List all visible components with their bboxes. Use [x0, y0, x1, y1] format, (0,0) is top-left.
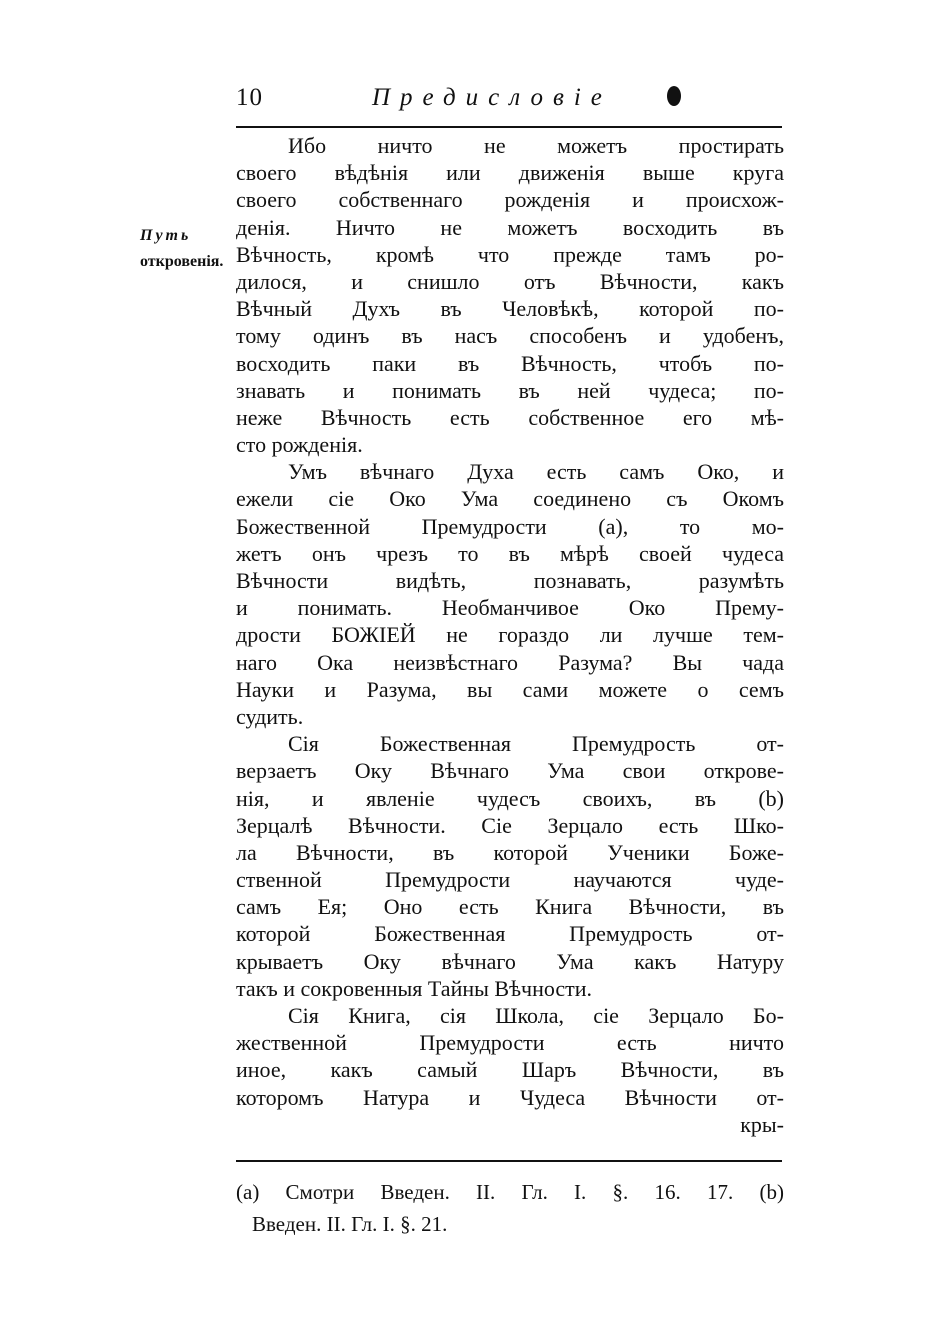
footnote-rule [236, 1160, 782, 1162]
text-line: нiя, и явленiе чудесъ своихъ, въ (b) [236, 785, 784, 811]
text-line: ежели сiе Око Ума соединено съ Окомъ [236, 486, 784, 512]
text-line: своего собственнаго рожденiя и происхож- [236, 187, 784, 213]
text-line: восходить паки въ Вѣчность, чтобъ по- [236, 350, 784, 376]
text-line: которой Божественная Премудрость от- [236, 921, 784, 947]
text-line: сто рожденiя. [236, 432, 363, 458]
text-line: Вѣчности видѣть, познавать, разумѣть [236, 568, 784, 593]
text-line: ла Вѣчности, въ которой Ученики Боже- [236, 839, 784, 865]
text-line: наго Ока неизвѣстнаго Разума? Вы чада [236, 649, 784, 675]
text-line: знавать и понимать въ ней чудеса; по- [236, 377, 784, 403]
text-line: жетъ онъ чрезъ то въ мѣрѣ своей чудеса [236, 540, 784, 566]
margin-note-line: Путь [140, 227, 192, 244]
text-line: самъ Ея; Оно есть Книга Вѣчности, въ [236, 894, 784, 920]
text-line: Сiя Книга, сiя Школа, сiе Зерцало Бо- [288, 1003, 784, 1028]
catchword: кры- [740, 1111, 784, 1137]
running-head: Предисловiе [372, 84, 612, 111]
text-line: Умъ вѣчнаго Духа есть самъ Око, и [288, 459, 784, 485]
text-line: иное, какъ самый Шаръ Вѣчности, въ [236, 1057, 784, 1083]
text-line: Вѣчный Духъ въ Человѣкѣ, которой по- [236, 296, 784, 322]
text-line: судить. [236, 703, 304, 729]
margin-note [140, 223, 236, 275]
header-rule [236, 126, 782, 128]
text-line: Вѣчность, кромѣ что прежде тамъ ро- [236, 241, 784, 267]
footnotes [236, 1176, 784, 1240]
text-line: жественной Премудрости есть ничто [236, 1030, 784, 1056]
text-line: которомъ Натура и Чудеса Вѣчности от- [236, 1084, 784, 1110]
text-line: Науки и Разума, вы сами можете о семъ [236, 676, 784, 702]
body-text [236, 132, 784, 1138]
footnote-line: (a) Смотри Введен. II. Гл. I. §. 16. 17. (b) [236, 1180, 784, 1204]
text-line: тому одинъ въ насъ способенъ и удобенъ, [236, 323, 784, 349]
footnote-line: Введен. II. Гл. I. §. 21. [252, 1212, 448, 1236]
text-line: такъ и сокровенныя Тайны Вѣчности. [236, 975, 593, 1001]
text-line: дрости БОЖIЕЙ не гораздо ли лучше тем- [236, 622, 784, 648]
page-number: 10 [236, 84, 263, 111]
text-line: Ибо ничто не можетъ простирать [288, 133, 784, 158]
text-line: денiя. Ничто не можетъ восходить въ [236, 214, 784, 240]
text-line: дилося, и снишло отъ Вѣчности, какъ [236, 268, 784, 294]
text-line: своего вѣдѣнiя или движенiя выше круга [236, 160, 784, 186]
text-line: крываетъ Оку вѣчнаго Ума какъ Натуру [236, 948, 784, 974]
margin-note-line: откровенiя. [140, 253, 224, 270]
text-line: Зерцалѣ Вѣчности. Сiе Зерцало есть Шко- [236, 812, 784, 838]
text-line: Сiя Божественная Премудрость от- [288, 731, 784, 757]
text-line: и понимать. Необманчивое Око Прему- [236, 595, 784, 621]
text-line: ственной Премудрости научаются чуде- [236, 867, 784, 893]
text-line: Божественной Премудрости (a), то мо- [236, 513, 784, 539]
ink-blot [667, 86, 681, 106]
text-line: верзаетъ Оку Вѣчнаго Ума свои открове- [236, 758, 784, 784]
text-line: неже Вѣчность есть собственное его мѣ- [236, 404, 784, 430]
